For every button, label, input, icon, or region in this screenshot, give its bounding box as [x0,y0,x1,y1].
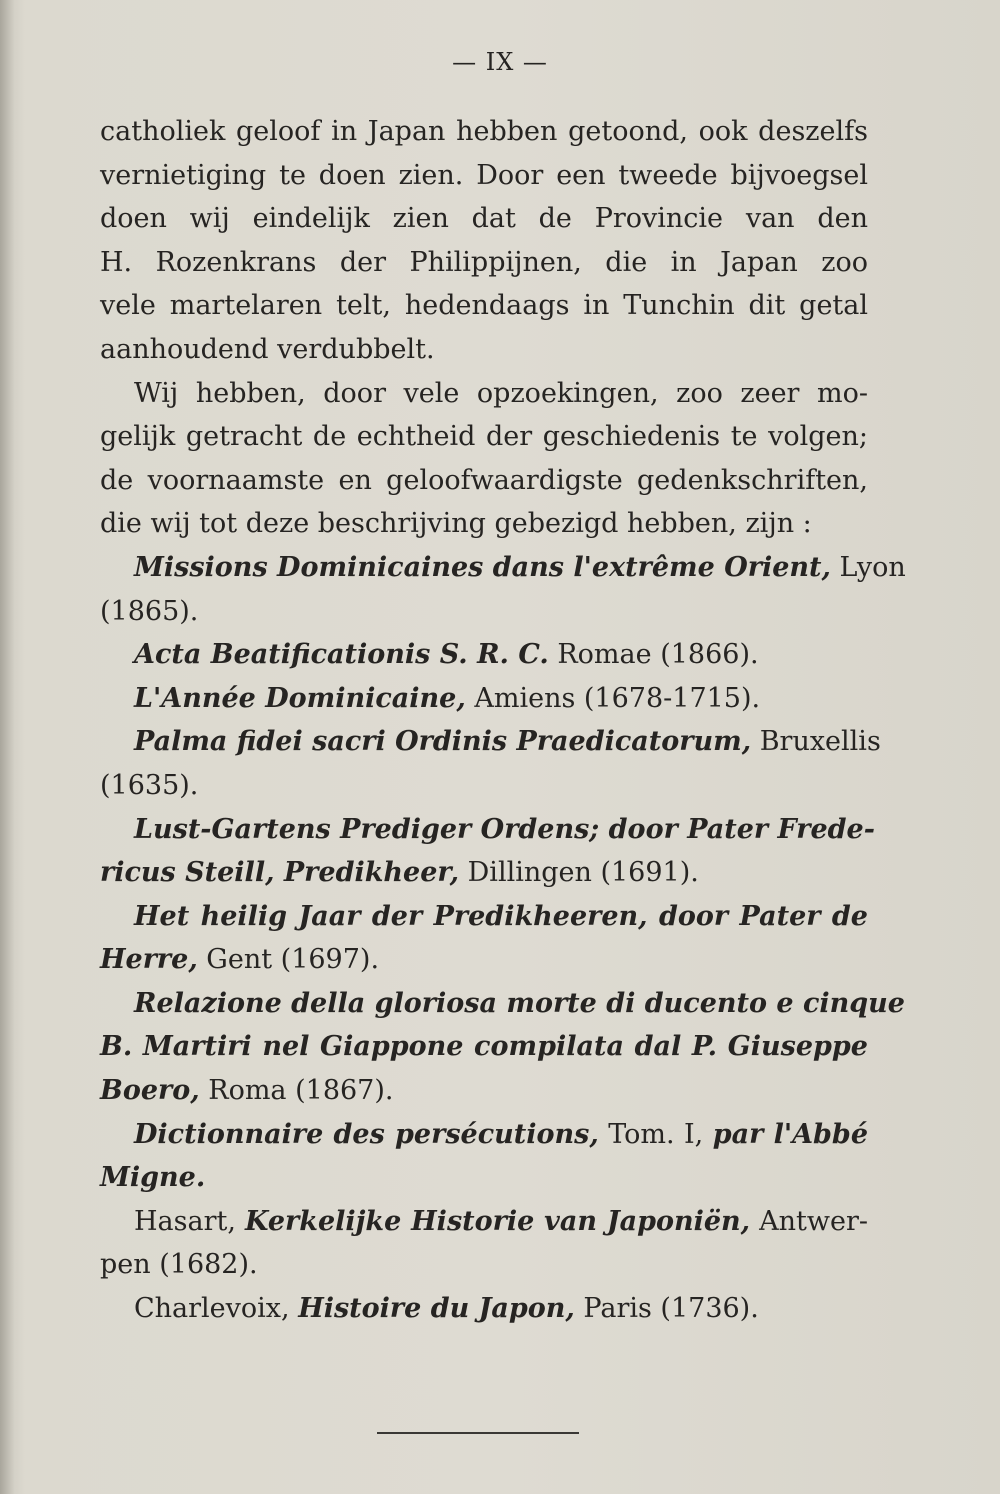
bibliography-entry [100,808,875,895]
text-run: (1635). [100,769,199,801]
italic-title: Palma fidei sacri Ordinis Praedicatorum, [134,726,752,758]
paragraph [100,372,868,546]
text-run: Lyon [830,551,906,583]
text-line [100,459,868,503]
text-line [100,415,868,459]
text-line [100,197,868,241]
text-run: vele martelaren telt, hedendaags in Tunchin dit getal [100,290,868,322]
italic-title: Relazione della gloriosa morte di ducento e cinque [134,987,905,1019]
italic-title: Lust-Gartens Prediger Ordens; door Pater Frede- [134,813,875,845]
page-body [100,110,906,1331]
bibliography-entry [100,633,868,677]
text-run: (1865). [100,595,199,627]
text-run: Amiens (1678-1715). [465,682,761,714]
text-line [100,1069,868,1113]
bibliography-entry [100,720,881,807]
bibliography-entry [100,1200,868,1287]
text-run: Paris (1736). [574,1293,759,1325]
book-spine-shadow [0,0,14,1494]
text-run: catholiek geloof in Japan hebben getoond, ook deszelfs [100,116,868,147]
italic-title: B. Martiri nel Giappone compilata dal P. Giuseppe [100,1031,868,1063]
bibliography-entry [100,546,906,633]
text-run: Antwer- [750,1205,868,1237]
text-line [100,938,868,982]
text-line [100,328,868,372]
italic-title: Migne. [100,1162,206,1194]
paragraph [100,110,868,372]
text-line [100,590,868,634]
text-line [100,1243,868,1287]
text-run: Roma (1867). [199,1075,394,1107]
text-line [100,764,868,808]
italic-title: Boero, [100,1075,200,1107]
text-run: Romae (1866). [548,639,759,671]
text-line [100,110,868,154]
text-line [100,1287,868,1331]
bibliography-entry [100,1287,868,1331]
text-line [100,372,868,416]
text-line [100,851,868,895]
italic-title: Kerkelijke Historie van Japoniën, [244,1205,751,1237]
text-run: Bruxellis [751,726,881,758]
text-run: de voornaamste en geloofwaardigste gedenkschriften, [100,464,868,496]
italic-title: ricus Steill, Predikheer, [100,857,460,889]
page-number: — IX — [452,48,548,76]
text-run: Charlevoix, [134,1293,299,1325]
text-run: Hasart, [134,1205,245,1237]
bibliography-entry [100,677,868,721]
text-line [100,502,868,546]
end-rule [377,1432,579,1434]
text-run: pen (1682). [100,1249,258,1281]
text-line [100,284,868,328]
text-line [100,1156,868,1200]
text-line [100,241,868,285]
text-run: gelijk getracht de echtheid der geschiedenis te volgen; [100,421,868,453]
italic-title: Acta Beatificationis S. R. C. [134,639,549,671]
italic-title: Het heilig Jaar der Predikheeren, door Pater de [134,900,868,932]
text-run: Wij hebben, door vele opzoekingen, zoo zeer mo- [134,377,868,409]
text-run: vernietiging te doen zien. Door een tweede bijvoegsel [100,159,868,191]
text-line [100,1113,868,1157]
bibliography-entry [100,1113,868,1200]
text-line [100,1200,868,1244]
text-run: Gent (1697). [197,944,380,976]
text-line [100,720,881,764]
text-line [100,982,905,1026]
text-line [100,546,906,590]
italic-title: Herre, [100,944,198,976]
bibliography-entry [100,982,905,1113]
text-run: die wij tot deze beschrijving gebezigd hebben, zijn : [100,508,812,540]
italic-title: par l'Abbé [712,1118,868,1150]
bibliography-entry [100,895,868,982]
text-run: Dillingen (1691). [459,857,699,889]
text-run: H. Rozenkrans der Philippijnen, die in Japan zoo [100,246,868,278]
text-run: Tom. I, [598,1118,713,1150]
italic-title: Dictionnaire des persécutions, [134,1118,599,1150]
italic-title: Histoire du Japon, [298,1293,575,1325]
text-line [100,154,868,198]
text-line [100,895,868,939]
italic-title: Missions Dominicaines dans l'extrême Orient, [134,551,831,583]
text-line [100,1025,868,1069]
text-run: aanhoudend verdubbelt. [100,333,435,365]
text-line [100,677,868,721]
text-line [100,633,868,677]
text-run: doen wij eindelijk zien dat de Provincie van den [100,203,868,235]
italic-title: L'Année Dominicaine, [134,682,466,714]
text-line [100,808,875,852]
